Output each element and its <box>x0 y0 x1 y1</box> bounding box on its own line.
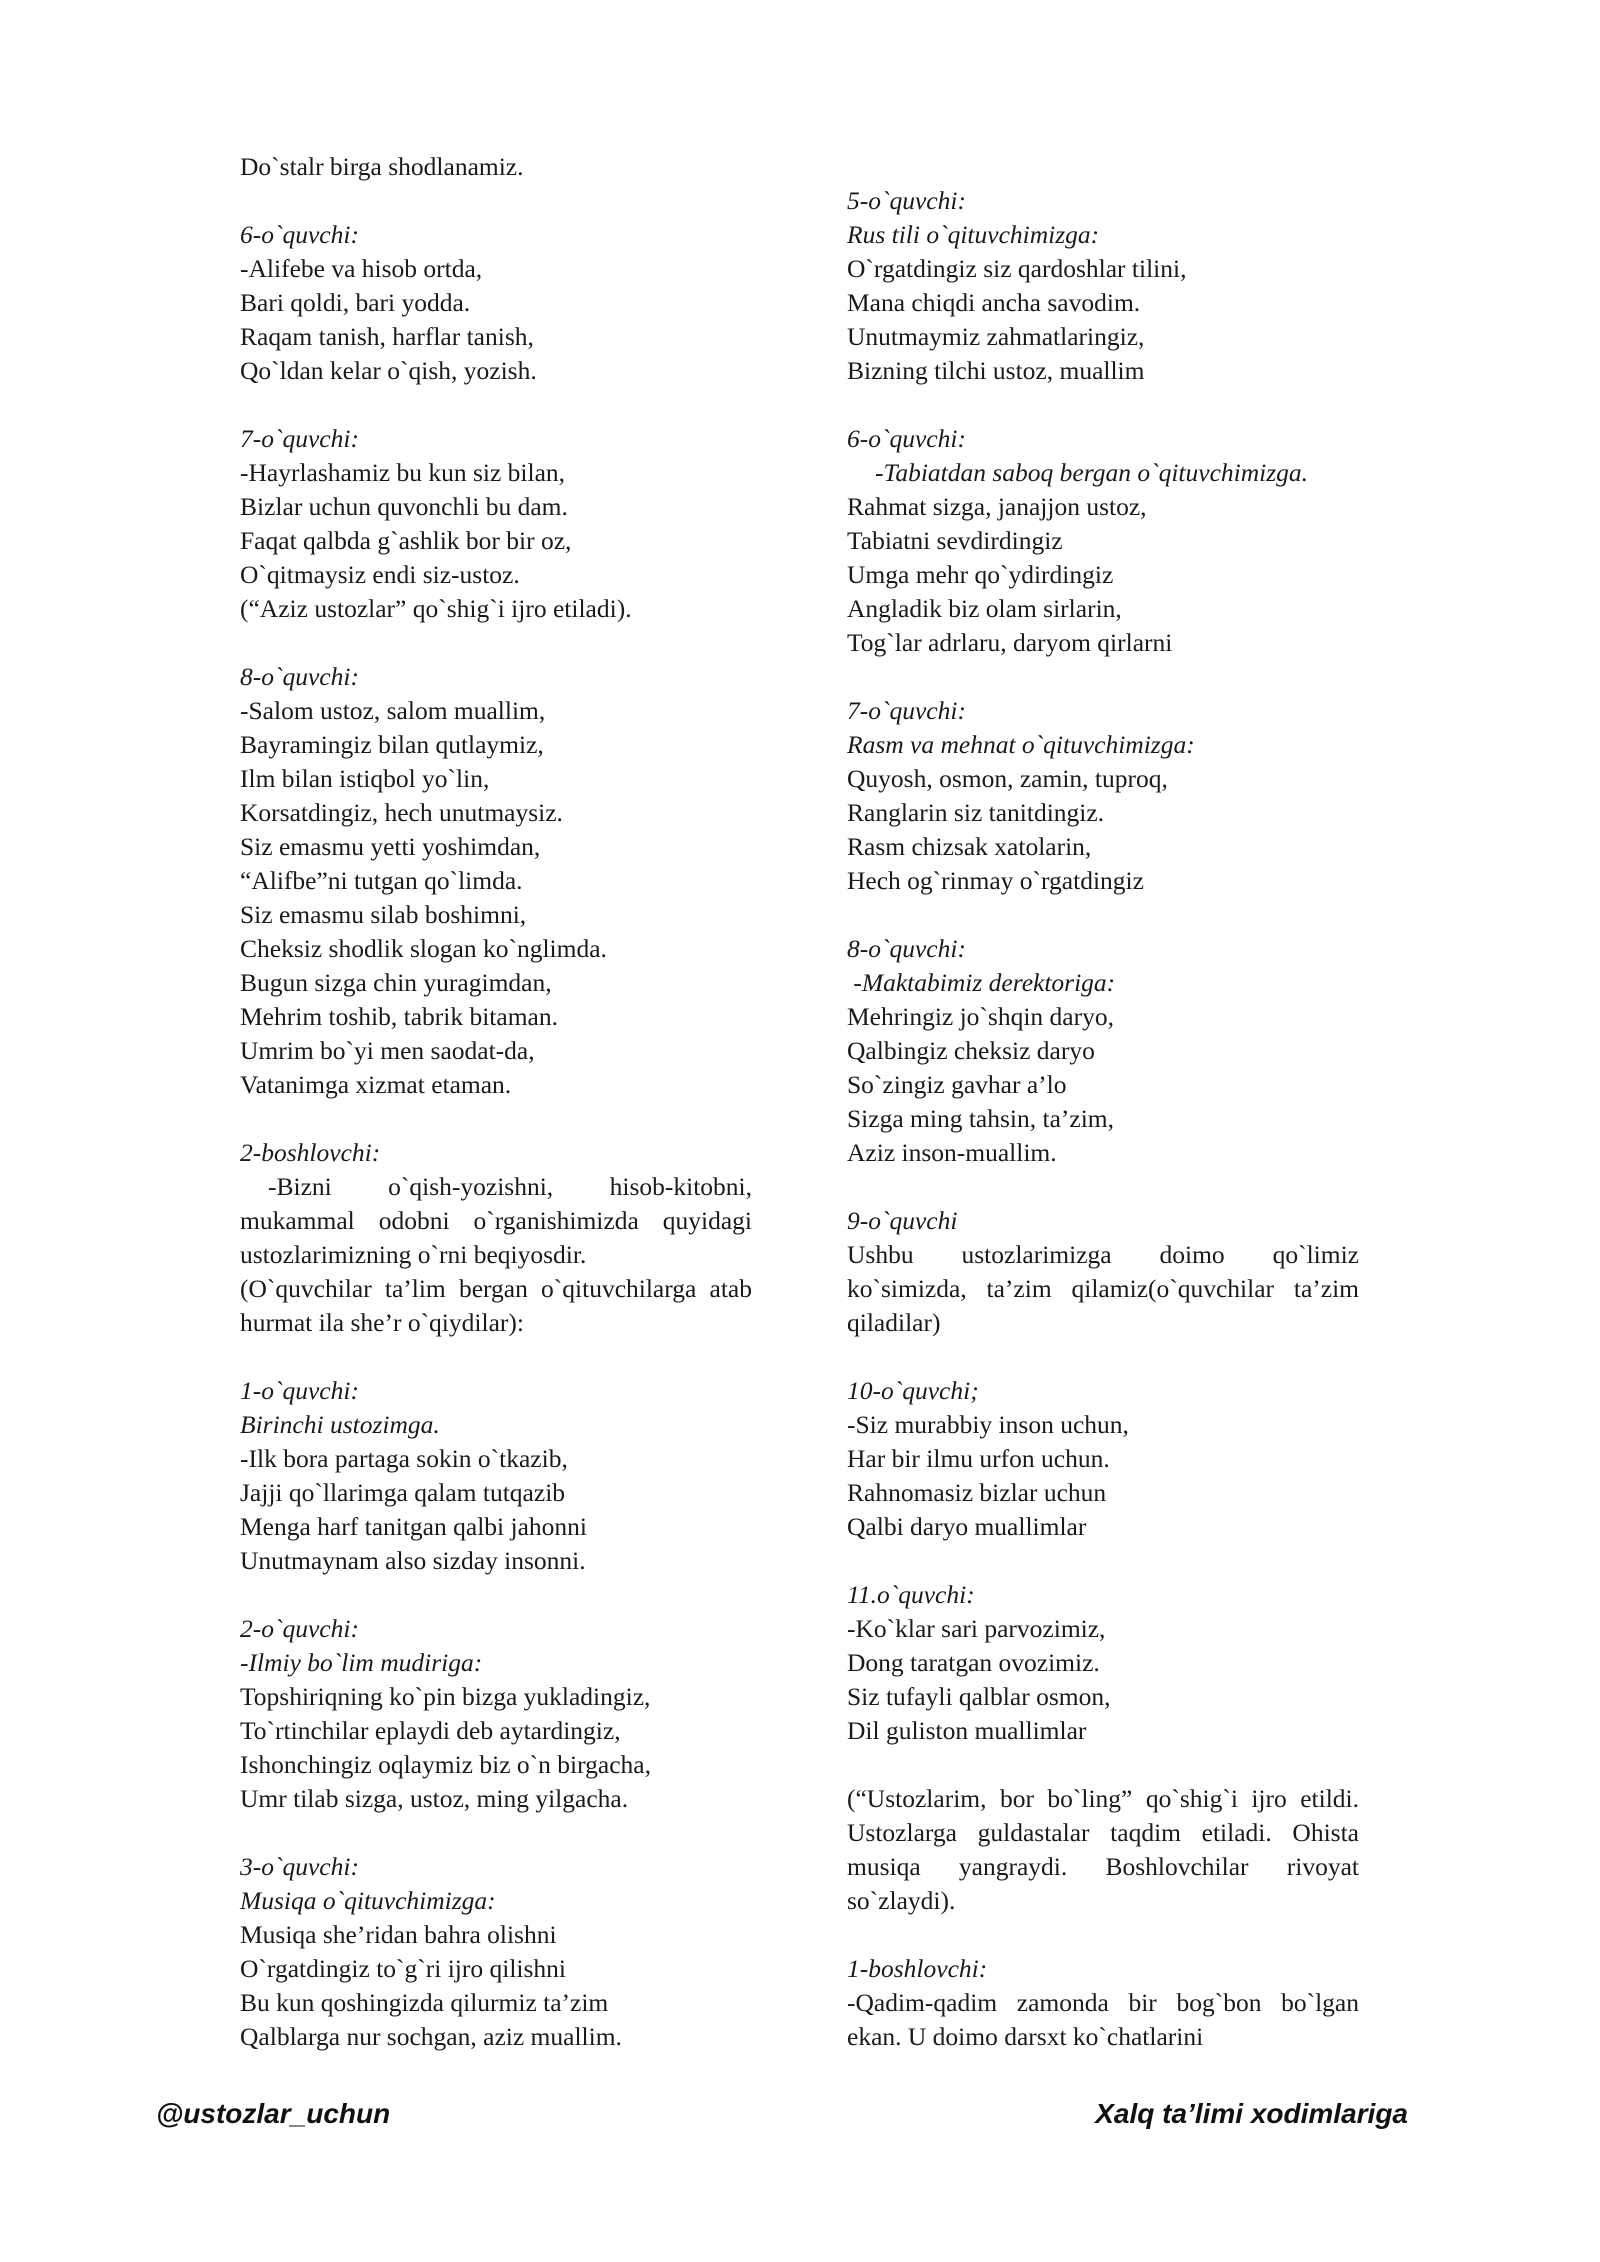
speaker-label: 2-o`quvchi: <box>240 1614 359 1643</box>
verse-line: Umrim bo`yi men saodat-da, <box>240 1036 535 1065</box>
dedication-label: Rus tili o`qituvchimizga: <box>847 220 1100 249</box>
verse-line: Bizning tilchi ustoz, muallim <box>847 356 1145 385</box>
verse-line: Siz tufayli qalblar osmon, <box>847 1682 1111 1711</box>
intro-line: Do`stalr birga shodlanamiz. <box>240 152 524 181</box>
stanza-8-oquvchi-right <box>847 932 1359 1170</box>
verse-line: Bizlar uchun quvonchli bu dam. <box>240 492 568 521</box>
verse-line: -Ko`klar sari parvozimiz, <box>847 1614 1106 1643</box>
verse-line: Rasm chizsak xatolarin, <box>847 832 1092 861</box>
speaker-label: 1-o`quvchi: <box>240 1376 359 1405</box>
verse-line: O`qitmaysiz endi siz-ustoz. <box>240 560 520 589</box>
stanza-1-boshlovchi <box>847 1952 1359 2054</box>
stanza-10-oquvchi <box>847 1374 1359 1544</box>
verse-line: -Siz murabbiy inson uchun, <box>847 1410 1129 1439</box>
verse-line: Rahmat sizga, janajjon ustoz, <box>847 492 1147 521</box>
verse-line: Korsatdingiz, hech unutmaysiz. <box>240 798 563 827</box>
verse-line: Raqam tanish, harflar tanish, <box>240 322 534 351</box>
dedication-label: -Ilmiy bo`lim mudiriga: <box>240 1648 483 1677</box>
speaker-label: 9-o`quvchi <box>847 1206 958 1235</box>
verse-line: Umr tilab sizga, ustoz, ming yilgacha. <box>240 1784 629 1813</box>
dedication-label: -Maktabimiz derektoriga: <box>847 968 1116 997</box>
speaker-label: 5-o`quvchi: <box>847 186 966 215</box>
right-column <box>847 184 1359 2088</box>
verse-line: Dong taratgan ovozimiz. <box>847 1648 1100 1677</box>
verse-line: Bugun sizga chin yuragimdan, <box>240 968 552 997</box>
verse-line: Aziz inson-muallim. <box>847 1138 1057 1167</box>
speaker-label: 8-o`quvchi: <box>240 662 359 691</box>
dedication-label: Birinchi ustozimga. <box>240 1410 440 1439</box>
footer-caption: Xalq ta’limi xodimlariga <box>1095 2098 1408 2129</box>
stanza-11-oquvchi <box>847 1578 1359 1748</box>
speaker-label: 3-o`quvchi: <box>240 1852 359 1881</box>
stanza-2-boshlovchi <box>240 1136 752 1340</box>
verse-line: “Alifbe”ni tutgan qo`limda. <box>240 866 523 895</box>
stanza-6-oquvchi-right <box>847 422 1359 660</box>
footer-channel-handle: @ustozlar_uchun <box>156 2098 391 2129</box>
verse-line: Sizga ming tahsin, ta’zim, <box>847 1104 1114 1133</box>
stanza-9-oquvchi <box>847 1204 1359 1340</box>
stanza-3-oquvchi <box>240 1850 752 2054</box>
verse-line: Jajji qo`llarimga qalam tutqazib <box>240 1478 566 1507</box>
verse-line: Unutmaynam also sizday insonni. <box>240 1546 586 1575</box>
verse-line: Ranglarin siz tanitdingiz. <box>847 798 1105 827</box>
verse-line: -Alifebe va hisob ortda, <box>240 254 483 283</box>
verse-line: Bari qoldi, bari yodda. <box>240 288 471 317</box>
speaker-label: 7-o`quvchi: <box>847 696 966 725</box>
prose-paragraph: -Bizni o`qish-yozishni, hisob-kitobni, mukammal odobni o`rganishimizda quyidagi ustozlarimizning o`rni beqiyosdir. <box>240 1172 752 1269</box>
stanza-5-oquvchi <box>847 184 1359 388</box>
verse-line: Qalblarga nur sochgan, aziz muallim. <box>240 2022 622 2051</box>
stage-direction: (“Aziz ustozlar” qo`shig`i ijro etiladi). <box>240 594 632 623</box>
verse-line: Mehrim toshib, tabrik bitaman. <box>240 1002 558 1031</box>
stanza-2-oquvchi <box>240 1612 752 1816</box>
verse-line: Menga harf tanitgan qalbi jahonni <box>240 1512 587 1541</box>
verse-line: Dil guliston muallimlar <box>847 1716 1087 1745</box>
intro-block <box>240 150 752 184</box>
stanza-7-oquvchi <box>240 422 752 626</box>
verse-line: Musiqa she’ridan bahra olishni <box>240 1920 557 1949</box>
verse-line: Rahnomasiz bizlar uchun <box>847 1478 1107 1507</box>
verse-line: Cheksiz shodlik slogan ko`nglimda. <box>240 934 607 963</box>
verse-line: Vatanimga xizmat etaman. <box>240 1070 512 1099</box>
dedication-label: Rasm va mehnat o`qituvchimizga: <box>847 730 1195 759</box>
speaker-label: 10-o`quvchi; <box>847 1376 979 1405</box>
verse-line: Qalbi daryo muallimlar <box>847 1512 1087 1541</box>
stage-direction-block <box>847 1782 1359 1918</box>
verse-line: O`rgatdingiz siz qardoshlar tilini, <box>847 254 1187 283</box>
stanza-7-oquvchi-right <box>847 694 1359 898</box>
dedication-label: Musiqa o`qituvchimizga: <box>240 1886 496 1915</box>
verse-line: Quyosh, osmon, zamin, tuproq, <box>847 764 1168 793</box>
verse-line: Hech og`rinmay o`rgatdingiz <box>847 866 1144 895</box>
verse-line: -Ilk bora partaga sokin o`tkazib, <box>240 1444 568 1473</box>
verse-line: -Hayrlashamiz bu kun siz bilan, <box>240 458 566 487</box>
verse-line: Tog`lar adrlaru, daryom qirlarni <box>847 628 1173 657</box>
verse-line: Umga mehr qo`ydirdingiz <box>847 560 1114 589</box>
verse-line: Qo`ldan kelar o`qish, yozish. <box>240 356 537 385</box>
stage-direction: (O`quvchilar ta’lim bergan o`qituvchilarga atab hurmat ila she’r o`qiydilar): <box>240 1274 752 1337</box>
verse-line: Bayramingiz bilan qutlaymiz, <box>240 730 544 759</box>
verse-line: Qalbingiz cheksiz daryo <box>847 1036 1095 1065</box>
dedication-label: -Tabiatdan saboq bergan o`qituvchimizga. <box>875 458 1309 487</box>
verse-line: Siz emasmu silab boshimni, <box>240 900 527 929</box>
verse-line: Faqat qalbda g`ashlik bor bir oz, <box>240 526 572 555</box>
speaker-label: 11.o`quvchi: <box>847 1580 975 1609</box>
verse-line: Siz emasmu yetti yoshimdan, <box>240 832 541 861</box>
verse-line: -Salom ustoz, salom muallim, <box>240 696 546 725</box>
verse-line: Unutmaymiz zahmatlaringiz, <box>847 322 1145 351</box>
stage-direction: (“Ustozlarim, bor bo`ling” qo`shig`i ijro etildi. Ustozlarga guldastalar taqdim etiladi. Ohista musiqa yangraydi. Boshlovchilar rivoyat so`zlaydi). <box>847 1784 1359 1915</box>
speaker-label: 8-o`quvchi: <box>847 934 966 963</box>
verse-line: Mana chiqdi ancha savodim. <box>847 288 1141 317</box>
stanza-1-oquvchi <box>240 1374 752 1578</box>
verse-line: Har bir ilmu urfon uchun. <box>847 1444 1110 1473</box>
left-column <box>240 150 752 2088</box>
speaker-label: 7-o`quvchi: <box>240 424 359 453</box>
verse-line: Ishonchingiz oqlaymiz biz o`n birgacha, <box>240 1750 651 1779</box>
verse-line: Tabiatni sevdirdingiz <box>847 526 1063 555</box>
speaker-label: 1-boshlovchi: <box>847 1954 988 1983</box>
speaker-label: 6-o`quvchi: <box>847 424 966 453</box>
speaker-label: 6-o`quvchi: <box>240 220 359 249</box>
speaker-label: 2-boshlovchi: <box>240 1138 381 1167</box>
verse-line: O`rgatdingiz to`g`ri ijro qilishni <box>240 1954 567 1983</box>
stanza-8-oquvchi <box>240 660 752 1102</box>
stanza-6-oquvchi <box>240 218 752 388</box>
verse-line: Mehringiz jo`shqin daryo, <box>847 1002 1114 1031</box>
prose-paragraph: Ushbu ustozlarimizga doimo qo`limiz ko`simizda, ta’zim qilamiz(o`quvchilar ta’zim qiladilar) <box>847 1240 1359 1337</box>
verse-line: Angladik biz olam sirlarin, <box>847 594 1122 623</box>
verse-line: So`zingiz gavhar a’lo <box>847 1070 1067 1099</box>
verse-line: To`rtinchilar eplaydi deb aytardingiz, <box>240 1716 621 1745</box>
prose-paragraph: -Qadim-qadim zamonda bir bog`bon bo`lgan ekan. U doimo darsxt ko`chatlarini <box>847 1988 1359 2051</box>
verse-line: Ilm bilan istiqbol yo`lin, <box>240 764 490 793</box>
verse-line: Bu kun qoshingizda qilurmiz ta’zim <box>240 1988 609 2017</box>
verse-line: Topshiriqning ko`pin bizga yukladingiz, <box>240 1682 651 1711</box>
